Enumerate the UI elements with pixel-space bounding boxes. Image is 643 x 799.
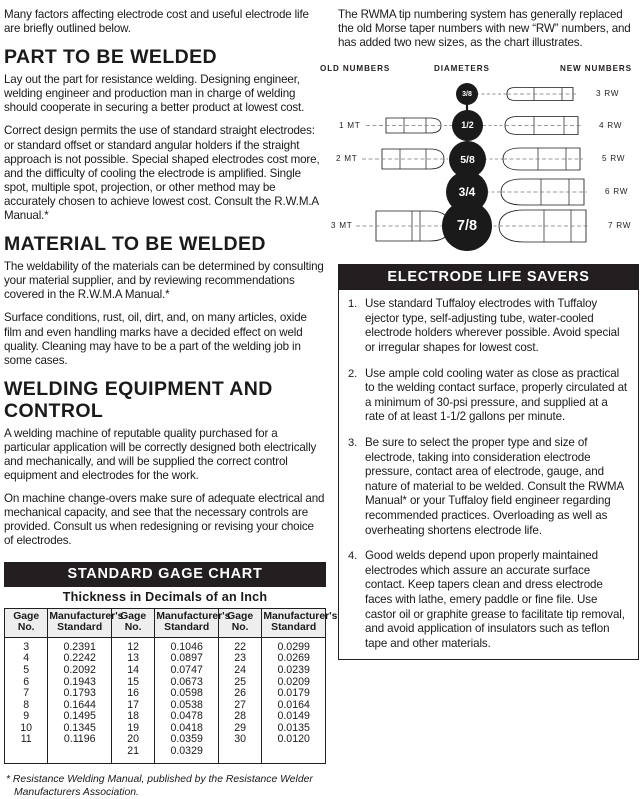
table-cell: 0.0538 <box>155 700 219 712</box>
paragraph: Lay out the part for resistance welding. Designing engineer, welding engineer and production man in charge of welding should cooperate in securing a better product at lowest cost. <box>4 73 305 115</box>
electrode-life-savers-list <box>348 297 629 651</box>
section-heading-welding-equipment-and-control: WELDING EQUIPMENT AND CONTROL <box>4 377 273 422</box>
table-header-row <box>5 608 326 637</box>
table-cell: 25 <box>218 677 261 689</box>
diameter-circle-5-8: 5/8 <box>449 141 486 178</box>
gage-chart-table <box>4 608 338 764</box>
diagram-label-old-numbers: OLD NUMBERS <box>320 64 391 74</box>
new-number-label-5-rw: 5 RW <box>602 154 626 164</box>
table-cell: 0.0747 <box>155 665 219 677</box>
table-cell: 10 <box>5 723 48 735</box>
table-row <box>5 665 326 677</box>
table-cell: 0.1046 <box>155 637 219 653</box>
old-number-label-1-mt: 1 MT <box>339 121 361 131</box>
table-cell: 18 <box>111 711 154 723</box>
table-row <box>5 746 326 763</box>
column-header-gage-no-1: Gage No. <box>5 608 48 637</box>
table-cell: 0.1943 <box>48 677 112 689</box>
diameter-circle-7-8: 7/8 <box>442 201 492 251</box>
table-cell: 0.0598 <box>155 688 219 700</box>
table-cell: 0.2092 <box>48 665 112 677</box>
old-number-label-3-mt: 3 MT <box>331 221 353 231</box>
new-number-label-3-rw: 3 RW <box>596 89 620 99</box>
table-cell: 0.1495 <box>48 711 112 723</box>
paragraph: Surface conditions, rust, oil, dirt, and, on many articles, oxide film and even handling marks have a decided effect on weld quality. Cleaning may have to be a part of the welding job in some cases. <box>4 311 307 367</box>
table-cell: 23 <box>218 653 261 665</box>
table-cell: 0.1196 <box>48 734 112 746</box>
table-cell: 3 <box>5 637 48 653</box>
right-column <box>320 8 639 660</box>
electrode-life-savers-panel <box>338 264 639 660</box>
table-cell: 0.0673 <box>155 677 219 689</box>
table-cell: 11 <box>5 734 48 746</box>
table-cell: 26 <box>218 688 261 700</box>
gage-chart-footnote: * Resistance Welding Manual, published by the Resistance Welder Manufacturers Association. <box>6 773 313 798</box>
intro-paragraph: Many factors affecting electrode cost and useful electrode life are briefly outlined below. <box>4 8 309 36</box>
table-cell: 19 <box>111 723 154 735</box>
new-number-label-7-rw: 7 RW <box>608 221 632 231</box>
list-item-text: Use ample cold cooling water as close as practical to the welding contact surface, properly circulated at a minimum of 30-psi pressure, and supplied at a rate of at least 1-1/2 gallons per minute. <box>365 366 628 424</box>
rwma-intro-paragraph: The RWMA tip numbering system has generally replaced the old Morse taper numbers with new “RW” numbers, and has added two new sizes, as the chart illustrates. <box>338 8 631 50</box>
table-cell: 14 <box>111 665 154 677</box>
table-cell: 0.0299 <box>262 637 326 653</box>
table-cell: 0.0209 <box>262 677 326 689</box>
table-cell: 0.1345 <box>48 723 112 735</box>
table-cell: 0.1793 <box>48 688 112 700</box>
table-cell: 17 <box>111 700 154 712</box>
paragraph: A welding machine of reputable quality purchased for a particular application will be correctly designed both electrically and mechanically, and will be supplied the correct control equipment and electrodes for the work. <box>4 426 317 483</box>
paragraph: On machine change-overs make sure of adequate electrical and mechanical capacity, and see that the necessary controls are provided. Consult us when redesigning or revising your choice of electrodes. <box>4 492 325 548</box>
table-cell: 0.1644 <box>48 700 112 712</box>
table-cell <box>262 746 326 763</box>
list-item-text: Use standard Tuffaloy electrodes with Tuffaloy ejector type, self-adjusting tube, water-cooled electrode holders wherever possible. Avoid special or irregular shapes for lowest cost. <box>365 297 620 355</box>
standard-gage-chart <box>4 562 338 799</box>
table-cell <box>5 746 48 763</box>
table-cell: 15 <box>111 677 154 689</box>
table-cell: 0.0269 <box>262 653 326 665</box>
diagram-label-diameters: DIAMETERS <box>434 64 490 74</box>
electrode-life-savers-title: ELECTRODE LIFE SAVERS <box>339 265 638 290</box>
left-column <box>4 8 338 799</box>
list-item <box>348 367 629 425</box>
list-item-text: Good welds depend upon properly maintained electrodes which assure an accurate surface contact. Keep tapers clean and dress electrode faces with lathe, emery paddle or fine file. Use castor oil or graphite grease to facilitate tip removal, and avoid application of insulators such as teflon tape and other materials. <box>365 549 625 650</box>
table-cell: 13 <box>111 653 154 665</box>
gage-chart-subtitle: Thickness in Decimals of an Inch <box>62 589 268 604</box>
table-row <box>5 637 326 653</box>
table-cell: 9 <box>5 711 48 723</box>
table-cell: 0.2242 <box>48 653 112 665</box>
diameter-circle-3-4: 3/4 <box>446 171 488 213</box>
list-item-number: 4. <box>348 550 358 563</box>
table-cell: 4 <box>5 653 48 665</box>
gage-chart-body <box>5 637 326 763</box>
table-cell: 7 <box>5 688 48 700</box>
table-row <box>5 734 326 746</box>
table-row <box>5 723 326 735</box>
table-cell: 0.0149 <box>262 711 326 723</box>
table-cell: 0.2391 <box>48 637 112 653</box>
diameter-circle-1-2: 1/2 <box>452 110 483 141</box>
table-cell: 0.0135 <box>262 723 326 735</box>
list-item <box>348 436 629 538</box>
paragraph: The weldability of the materials can be determined by consulting your material supplier, and by reviewing recommendations covered in the R.W.M.A Manual.* <box>4 260 324 302</box>
list-item-number: 3. <box>348 437 358 450</box>
table-cell: 0.0329 <box>155 746 219 763</box>
table-cell: 28 <box>218 711 261 723</box>
paragraph: Correct design permits the use of standard straight electrodes: or standard offset or standard angular holders if the straight approach is not possible. Special shaped electrodes cost more, and the difficulty of cooling the electrode is amplified. Single spot, multiple spot, projection, or other method may be accurately chosen to achieve lowest cost. Consult the R.W.M.A Manual.* <box>4 124 320 223</box>
list-item-text: Be sure to select the proper type and size of electrode, taking into consideration electrode pressure, contact area of electrode, gauge, and nature of material to be welded. Consult the RWMA Manual* or your Tuffaloy field engineer regarding recommended practices. Overloading as well as overheating shortens electrode life. <box>365 436 624 537</box>
table-cell: 22 <box>218 637 261 653</box>
table-cell: 0.0239 <box>262 665 326 677</box>
table-cell: 16 <box>111 688 154 700</box>
section-heading-material-to-be-welded: MATERIAL TO BE WELDED <box>4 233 266 256</box>
gage-chart-title: STANDARD GAGE CHART <box>4 562 326 587</box>
table-cell: 0.0120 <box>262 734 326 746</box>
table-cell: 0.0179 <box>262 688 326 700</box>
table-cell: 5 <box>5 665 48 677</box>
column-header-gage-no-2: Gage No. <box>111 608 154 637</box>
table-cell <box>218 746 261 763</box>
section-heading-part-to-be-welded: PART TO BE WELDED <box>4 46 217 69</box>
table-cell: 30 <box>218 734 261 746</box>
table-cell: 29 <box>218 723 261 735</box>
table-cell: 0.0897 <box>155 653 219 665</box>
column-header-manufacturers-standard-3: Manufacturer's Standard <box>262 608 326 637</box>
table-cell: 0.0418 <box>155 723 219 735</box>
table-cell: 0.0478 <box>155 711 219 723</box>
electrode-life-savers-body <box>339 290 638 659</box>
table-cell: 20 <box>111 734 154 746</box>
table-cell: 24 <box>218 665 261 677</box>
table-cell: 8 <box>5 700 48 712</box>
new-number-label-6-rw: 6 RW <box>605 187 629 197</box>
new-number-label-4-rw: 4 RW <box>599 121 623 131</box>
column-header-manufacturers-standard-1: Manufacturer's Standard <box>48 608 112 637</box>
column-header-manufacturers-standard-2: Manufacturer's Standard <box>155 608 219 637</box>
table-cell: 27 <box>218 700 261 712</box>
taper-numbering-diagram <box>320 64 639 254</box>
list-item-number: 1. <box>348 298 358 311</box>
table-row <box>5 700 326 712</box>
table-cell <box>48 746 112 763</box>
table-cell: 12 <box>111 637 154 653</box>
table-cell: 6 <box>5 677 48 689</box>
table-cell: 21 <box>111 746 154 763</box>
column-header-gage-no-3: Gage No. <box>218 608 261 637</box>
table-cell: 0.0164 <box>262 700 326 712</box>
list-item <box>348 297 629 355</box>
list-item <box>348 549 629 651</box>
table-cell: 0.0359 <box>155 734 219 746</box>
list-item-number: 2. <box>348 367 358 380</box>
diameter-circle-3-8: 3/8 <box>456 83 478 105</box>
diagram-label-new-numbers: NEW NUMBERS <box>560 64 632 74</box>
old-number-label-2-mt: 2 MT <box>336 154 358 164</box>
table-row <box>5 711 326 723</box>
